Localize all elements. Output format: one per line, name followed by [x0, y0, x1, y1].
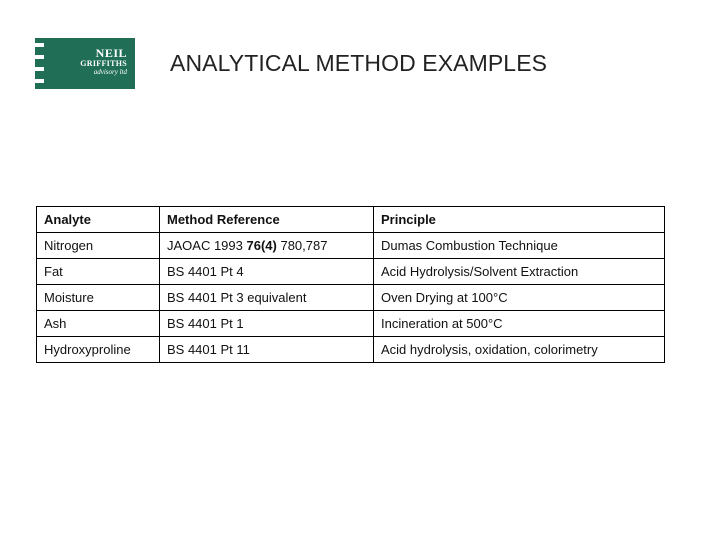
header-method-reference: Method Reference — [160, 207, 374, 233]
method-cell: BS 4401 Pt 3 equivalent — [160, 285, 374, 311]
logo-name-first: NEIL — [95, 46, 127, 60]
method-volume-issue: 76(4) — [246, 238, 277, 253]
logo-stripe — [35, 79, 44, 83]
analyte-cell: Ash — [37, 311, 160, 337]
logo-stripe — [35, 67, 44, 71]
method-text: JAOAC 1993 — [167, 238, 247, 253]
method-cell: BS 4401 Pt 4 — [160, 259, 374, 285]
method-cell — [160, 233, 374, 259]
slide-title: ANALYTICAL METHOD EXAMPLES — [170, 50, 548, 76]
analyte-cell: Hydroxyproline — [37, 337, 160, 363]
analyte-cell: Fat — [37, 259, 160, 285]
principle-cell: Acid Hydrolysis/Solvent Extraction — [374, 259, 665, 285]
logo-text — [80, 47, 127, 76]
table-row — [37, 337, 665, 363]
principle-cell: Acid hydrolysis, oxidation, colorimetry — [374, 337, 665, 363]
logo-name-last: GRIFFITHS — [80, 59, 127, 68]
method-cell: BS 4401 Pt 1 — [160, 311, 374, 337]
analyte-cell: Moisture — [37, 285, 160, 311]
logo-stripe — [35, 43, 44, 47]
table-row — [37, 285, 665, 311]
analyte-cell: Nitrogen — [37, 233, 160, 259]
logo-stripe — [35, 55, 44, 59]
header-principle: Principle — [374, 207, 665, 233]
method-cell: BS 4401 Pt 11 — [160, 337, 374, 363]
table-row — [37, 311, 665, 337]
logo-tagline: advisory ltd — [93, 68, 127, 76]
principle-cell: Incineration at 500°C — [374, 311, 665, 337]
table-row — [37, 233, 665, 259]
table-header-row — [37, 207, 665, 233]
method-pages: 780,787 — [276, 238, 328, 253]
principle-cell: Oven Drying at 100°C — [374, 285, 665, 311]
header-analyte: Analyte — [37, 207, 160, 233]
principle-cell: Dumas Combustion Technique — [374, 233, 665, 259]
methods-table — [36, 206, 665, 363]
table-row — [37, 259, 665, 285]
company-logo — [35, 38, 135, 89]
